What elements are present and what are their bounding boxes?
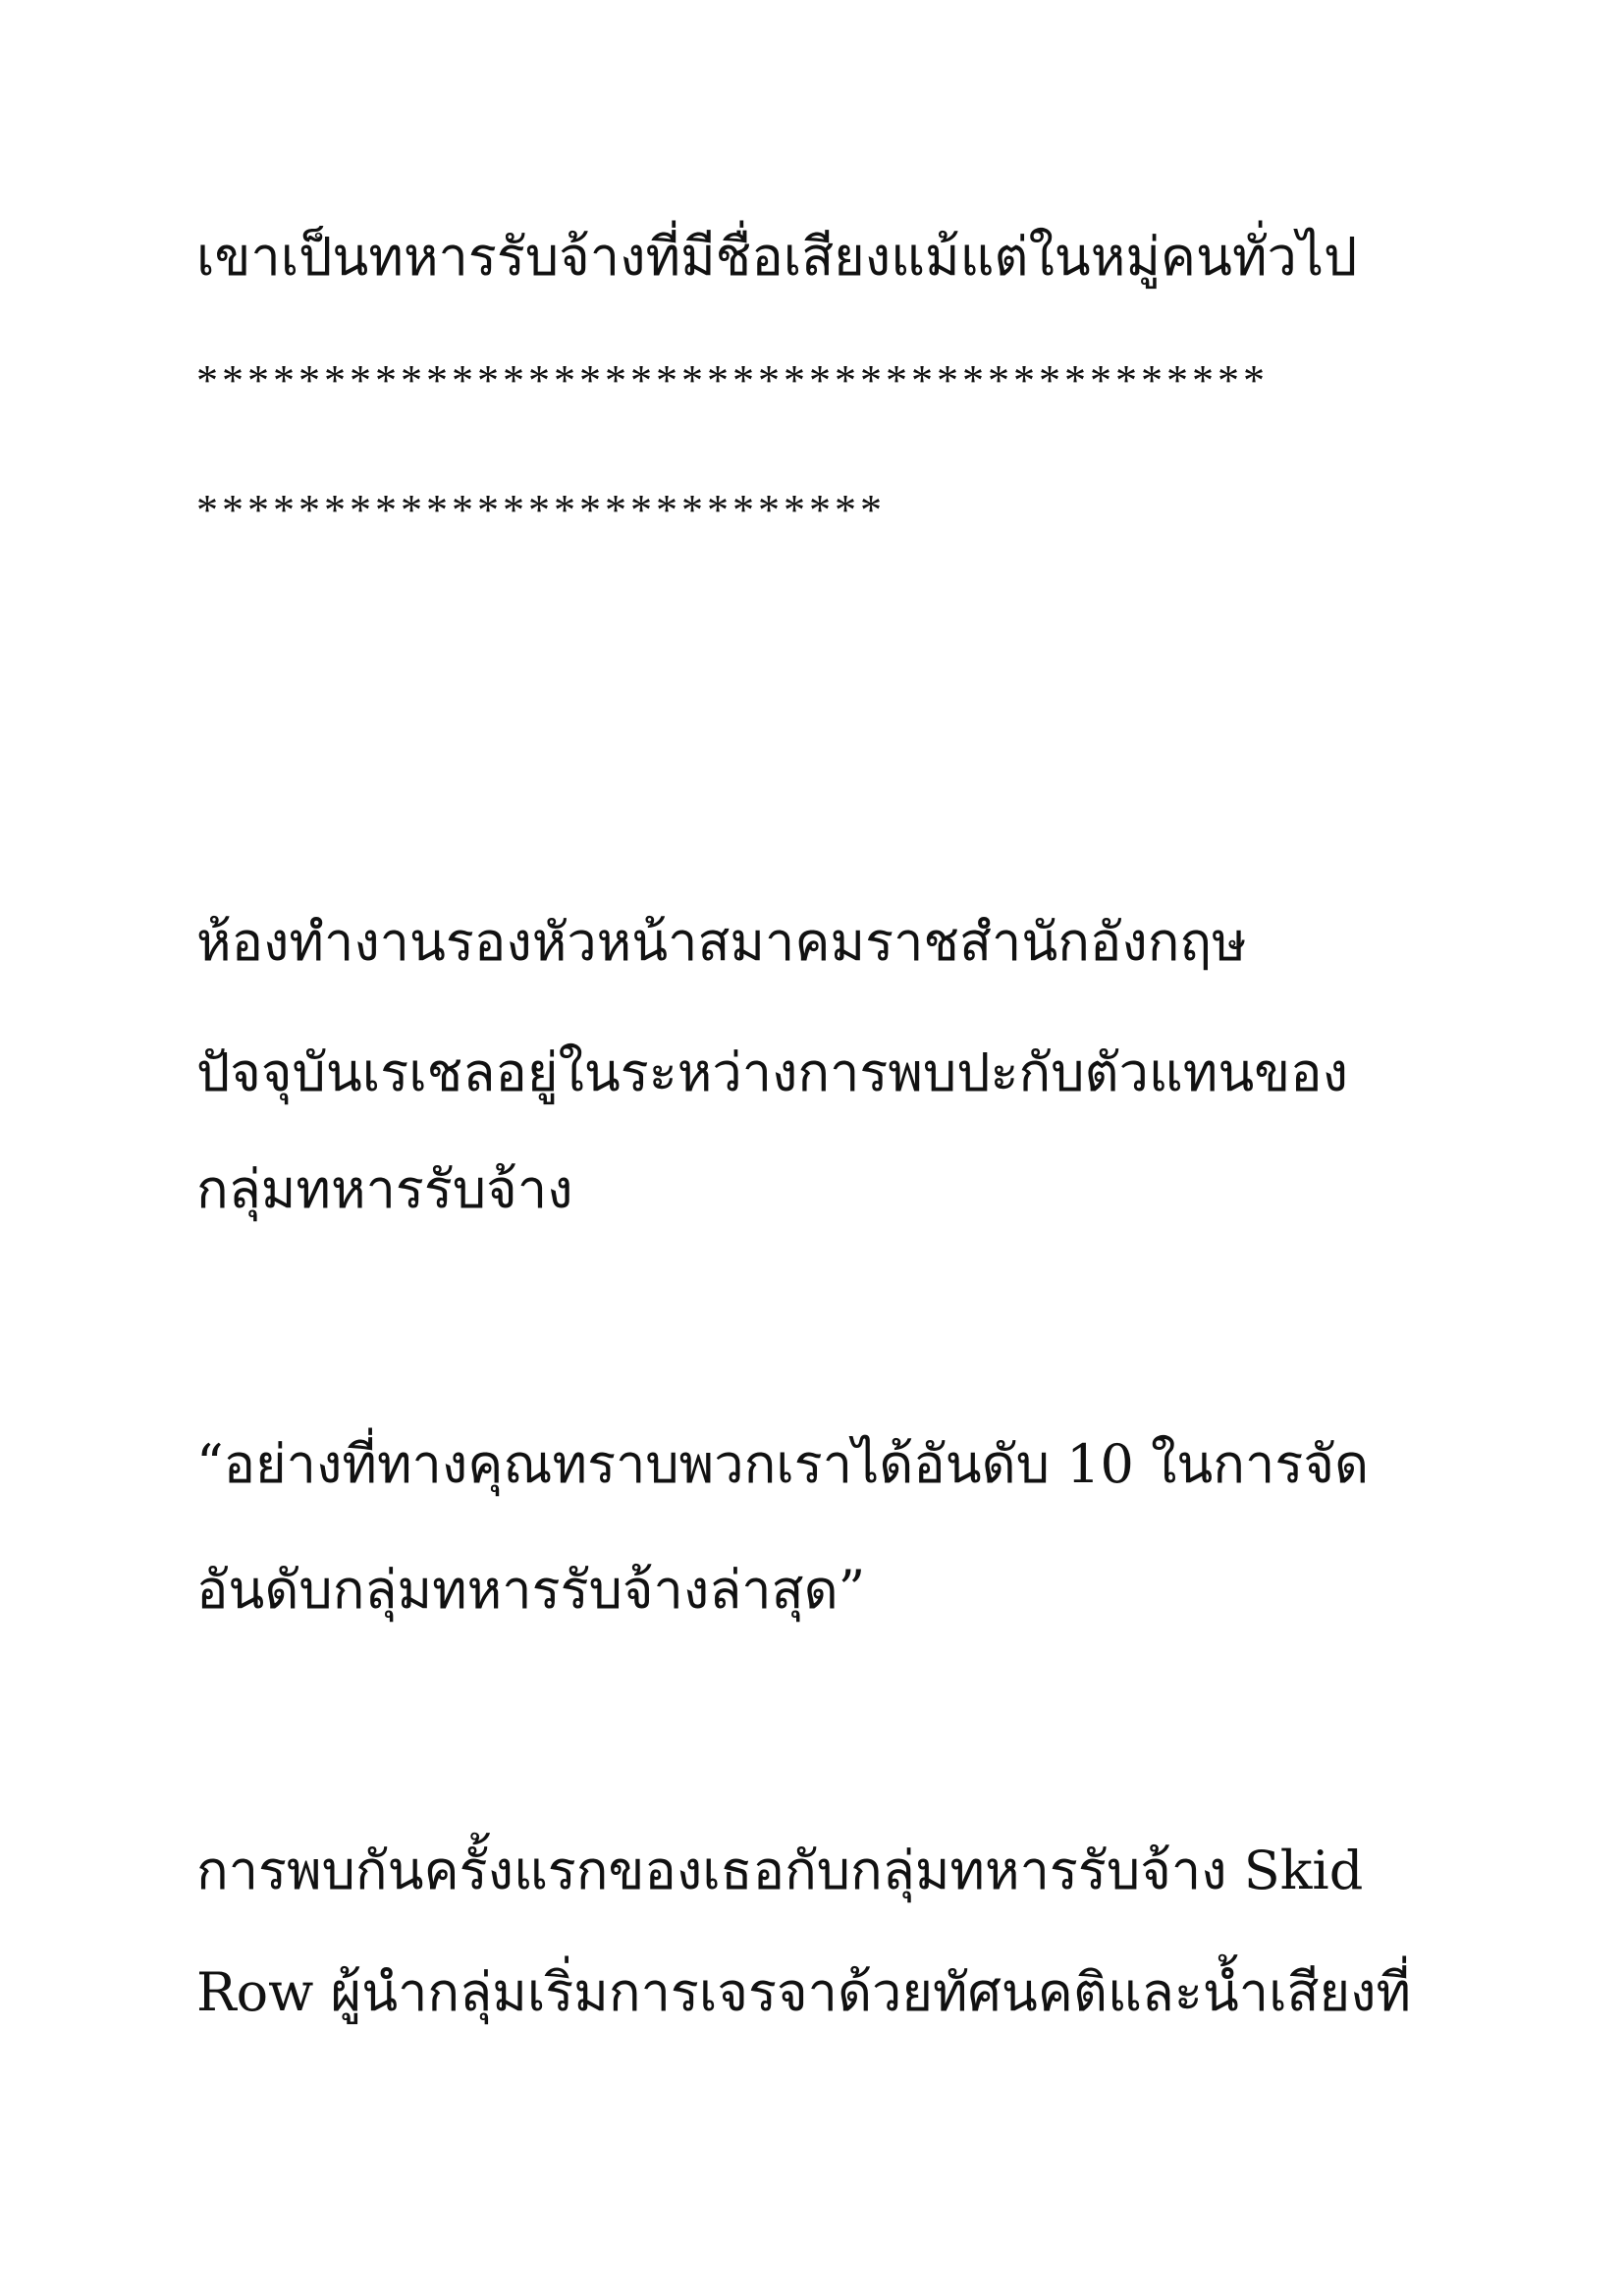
text-line-3: ปัจจุบันเรเชลอยู่ในระหว่างการพบปะกับตัวแทนของ [196,1041,1348,1103]
text-line-8: Row ผู้นำกลุ่มเริ่มการเจรจาด้วยทัศนคติและน้ำเสียงที่ [196,1961,1412,2023]
separator-line-2: *************************** [196,486,886,534]
text-line-5: “อย่างที่ทางคุณทราบพวกเราได้อันดับ 10 ในการจัด [196,1433,1370,1495]
text-line-2: ห้องทำงานรองหัวหน้าสมาคมราชสำนักอังกฤษ [196,911,1247,973]
text-line-6: อันดับกลุ่มทหารรับจ้างล่าสุด” [196,1559,866,1621]
text-line-1: เขาเป็นทหารรับจ้างที่มีชื่อเสียงแม้แต่ในหมู่คนทั่วไป [196,226,1358,288]
text-line-7: การพบกันครั้งแรกของเธอกับกลุ่มทหารรับจ้าง Skid [196,1840,1364,1901]
separator-line-1: ****************************************** [196,356,1269,404]
text-line-4: กลุ่มทหารรับจ้าง [196,1158,573,1220]
